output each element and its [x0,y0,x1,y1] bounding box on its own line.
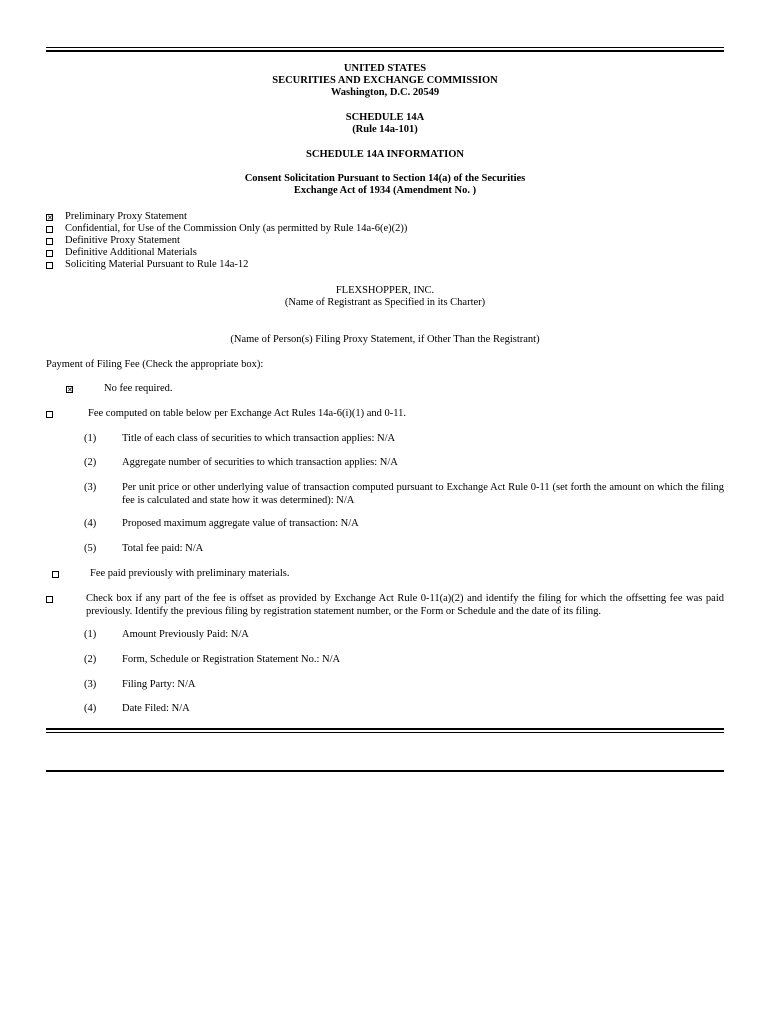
statement-label: Definitive Proxy Statement [65,235,180,246]
consent-line-1: Consent Solicitation Pursuant to Section 14(a) of the Securities [244,173,526,184]
computed-item-text: Per unit price or other underlying value of transaction computed pursuant to Exchange Act Rule 0-11 (set forth the amount on which the filing fee is calculated and state how it was determined): N/A [122,482,724,506]
statement-checkbox-definitive-additional[interactable] [46,250,53,257]
offset-item-number: (2) [84,654,97,665]
offset-item-number: (4) [84,703,97,714]
registrant-caption: (Name of Registrant as Specified in its Charter) [284,297,486,308]
schedule-title: SCHEDULE 14A [345,112,425,123]
top-rule [46,47,724,48]
registrant-name: FLEXSHOPPER, INC. [335,285,435,296]
header-line-2: SECURITIES AND EXCHANGE COMMISSION [272,75,498,86]
statement-checkbox-definitive-proxy[interactable] [46,238,53,245]
statement-label: Confidential, for Use of the Commission Only (as permitted by Rule 14a-6(e)(2)) [65,223,408,234]
consent-line-2: Exchange Act of 1934 (Amendment No. ) [293,185,477,196]
rule-ref: (Rule 14a-101) [352,124,418,135]
page-end-rule [46,770,724,772]
offset-item-text: Form, Schedule or Registration Statement No.: N/A [122,654,341,665]
schedule-info: SCHEDULE 14A INFORMATION [306,149,464,160]
computed-item-number: (3) [84,482,97,493]
fee-computed-checkbox[interactable] [46,411,53,418]
statement-checkbox-preliminary[interactable] [46,214,53,221]
computed-item-number: (2) [84,457,97,468]
offset-item-number: (1) [84,629,97,640]
no-fee-checkbox[interactable] [66,386,73,393]
statement-label: Definitive Additional Materials [65,247,197,258]
offset-item-text: Filing Party: N/A [122,679,196,690]
fee-paid-prev-checkbox[interactable] [52,571,59,578]
top-rule-thick [46,50,724,52]
computed-item-text: Total fee paid: N/A [122,543,204,554]
bottom-rule-thick [46,728,724,730]
header-line-3: Washington, D.C. 20549 [330,87,440,98]
no-fee-label: No fee required. [104,383,173,394]
statement-checkbox-soliciting[interactable] [46,262,53,269]
computed-item-text: Proposed maximum aggregate value of transaction: N/A [122,518,359,529]
offset-item-text: Amount Previously Paid: N/A [122,629,249,640]
computed-item-number: (1) [84,433,97,444]
computed-item-text: Aggregate number of securities to which transaction applies: N/A [122,457,398,468]
payment-title: Payment of Filing Fee (Check the appropriate box): [46,359,264,370]
header-line-1: UNITED STATES [343,63,427,74]
check-mark-icon: ✕ [47,214,53,222]
offset-label: Check box if any part of the fee is offset as provided by Exchange Act Rule 0-11(a)(2) and identify the filing for which the offsetting fee was paid previously. Identify the previous filing by registration statement number, or the Form or Schedule and the date of its filing. [86,593,724,617]
filer-caption: (Name of Person(s) Filing Proxy Statement, if Other Than the Registrant) [230,334,540,345]
computed-item-number: (4) [84,518,97,529]
computed-item-text: Title of each class of securities to which transaction applies: N/A [122,433,396,444]
statement-label: Soliciting Material Pursuant to Rule 14a-12 [65,259,249,270]
computed-item-number: (5) [84,543,97,554]
statement-checkbox-confidential[interactable] [46,226,53,233]
fee-paid-prev-label: Fee paid previously with preliminary materials. [90,568,290,579]
bottom-rule [46,732,724,733]
check-mark-icon: ✕ [67,386,73,394]
offset-item-number: (3) [84,679,97,690]
statement-label: Preliminary Proxy Statement [65,211,187,222]
offset-checkbox[interactable] [46,596,53,603]
fee-computed-label: Fee computed on table below per Exchange Act Rules 14a-6(i)(1) and 0-11. [88,408,407,419]
offset-item-text: Date Filed: N/A [122,703,190,714]
